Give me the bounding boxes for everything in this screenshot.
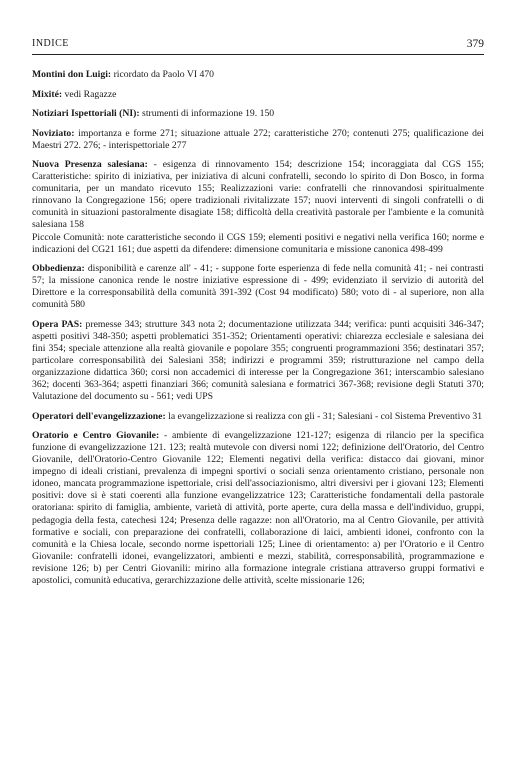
- entry-text: strumenti di informazione 19. 150: [139, 108, 275, 120]
- entry-heading: Noviziato:: [32, 127, 75, 139]
- entry-text: importanza e forme 271; situazione attuale 272; caratteristiche 270; contenuti 275; qualificazione dei Maestri 272. 276; - interispettoriale 277: [32, 127, 484, 151]
- index-entry: [32, 263, 484, 311]
- page-number: 379: [466, 38, 484, 50]
- entry-paragraph: [32, 411, 484, 423]
- index-entry: [32, 159, 484, 255]
- entry-paragraph: [32, 128, 484, 152]
- entry-heading: Mixité:: [32, 88, 63, 100]
- entry-paragraph: [32, 69, 484, 81]
- entry-text: vedi Ragazze: [62, 88, 117, 100]
- page-header: [32, 38, 484, 52]
- index-entry: [32, 319, 484, 403]
- entry-paragraph: [32, 89, 484, 101]
- entry-heading: Opera PAS:: [32, 318, 83, 330]
- index-entry: [32, 128, 484, 152]
- entry-paragraph: [32, 319, 484, 403]
- entry-heading: Notiziari Ispettoriali (NI):: [32, 108, 140, 120]
- entry-text: la evangelizzazione si realizza con gli - 31; Salesiani - col Sistema Preventivo 31: [165, 410, 483, 422]
- entry-paragraph: [32, 430, 484, 587]
- index-entry: [32, 69, 484, 81]
- entry-heading: Oratorio e Centro Giovanile:: [32, 430, 160, 442]
- entry-text: premesse 343; strutture 343 nota 2; documentazione utilizzata 344; verifica: punti acquisiti 346-347; aspetti positivi 348-350; aspetti problematici 351-352; Orientamenti operativi: chiarezza ecclesiale e salesiana dei fini 354; speciale attenzione alla realtà giovanile e popolare 355; congruenti programmazioni 356; destinatari 357; particolare corresponsabilità dei Salesiani 358; indirizzi e programmi 359; ristrutturazione nel campo della organizzazione didattica 360; corsi non accademici di interesse per la Congregazione 361; interscambio salesiano 362; docenti 363-364; aspetti finanziari 366; comunità salesiana e formatrici 367-368; revisione degli Statuti 370; Valutazione del documento su - 561; vedi UPS: [32, 318, 484, 403]
- entry-paragraph: [32, 232, 484, 256]
- entry-paragraph: [32, 159, 484, 231]
- entry-paragraph: [32, 263, 484, 311]
- header-rule: [32, 54, 484, 55]
- running-header-title: INDICE: [32, 38, 69, 49]
- entry-text: - esigenza di rinnovamento 154; descrizione 154; incoraggiata dal CGS 155; Caratteristiche: spirito di iniziativa, per iniziativa di alcuni confratelli, secondo lo spirito di Don Bosco, in forma comunitaria, per un mandato ricevuto 155; Realizzazioni varie: confratelli che rinnovandosi spiritualmente rinnovano la Congregazione 156; opere tradizionali rivitalizzate 157; nuovi interventi di singoli confratelli o di comunità in situazioni pastoralmente disagiate 158; difficoltà della creatività pastorale per l'ambiente e la comunità salesiana 158: [32, 159, 484, 231]
- entry-text: disponibilità e carenze all' - 41; - suppone forte esperienza di fede nella comunità 41; - nei contrasti 57; la missione canonica rende le nostre iniziative espressione di - 499; evidenziato il servizio di autorità del Direttore e la corresponsabilità della comunità 391-392 (Cost 94 modificato) 580; voto di - al superiore, non alla comunità 580: [32, 263, 484, 311]
- entry-heading: Operatori dell'evangelizzazione:: [32, 410, 166, 422]
- entry-paragraph: [32, 108, 484, 120]
- entry-text: ricordato da Paolo VI 470: [111, 69, 215, 80]
- index-entries: [32, 69, 484, 594]
- entry-heading: Nuova Presenza salesiana:: [32, 159, 148, 171]
- index-entry: [32, 430, 484, 587]
- index-entry: [32, 411, 484, 423]
- index-entry: [32, 89, 484, 101]
- entry-text: Piccole Comunità: note caratteristiche secondo il CGS 159; elementi positivi e negativi nella verifica 160; norme e indicazioni del CG21 161; due aspetti da difendere: dimensione comunitaria e missione canonica 498-499: [32, 231, 484, 255]
- entry-heading: Montini don Luigi:: [32, 69, 112, 80]
- entry-heading: Obbedienza:: [32, 263, 85, 275]
- index-entry: [32, 108, 484, 120]
- entry-text: - ambiente di evangelizzazione 121-127; esigenza di rilancio per la specifica funzione di evangelizzazione 121. 123; realtà mutevole con diversi nomi 122; definizione dell'Oratorio, del Centro Giovanile, dell'Oratorio-Centro Giovanile 122; Elementi negativi della verifica: distacco dai giovani, minor impegno di ideali cristiani, prevalenza di impegni sportivi o sociali senza orientamento cristiano, personale non idoneo, mancata programmazione ispettoriale, crisi dell'associazionismo, altri diversivi per i giovani 123; Elementi positivi: dove si è stati coerenti alla funzione evangelizzatrice 123; Caratteristiche fondamentali della pastorale oratoriana: spirito di famiglia, ambiente, varietà di attività, porte aperte, cura della massa e dell'individuo, gruppi, pedagogia della festa, catechesi 124; Presenza delle ragazze: non all'Oratorio, ma al Centro Giovanile, per attività formative e sociali, con preparazione dei confratelli, collaborazione di laici, ambienti idonei, confronto con la comunità e la Chiesa locale, secondo norme ispettoriali 125; Linee di orientamento: a) per l'Oratorio e il Centro Giovanile: confratelli idonei, evangelizzatori, ambienti e mezzi, stabilità, corresponsabilità, programmazione e revisione 126; b) per Centri Giovanili: mirino alla formazione integrale cristiana attraverso gruppi formativi e apostolici, comunità educativa, gerarchizzazione delle attività, scelte missionarie 126;: [32, 430, 484, 586]
